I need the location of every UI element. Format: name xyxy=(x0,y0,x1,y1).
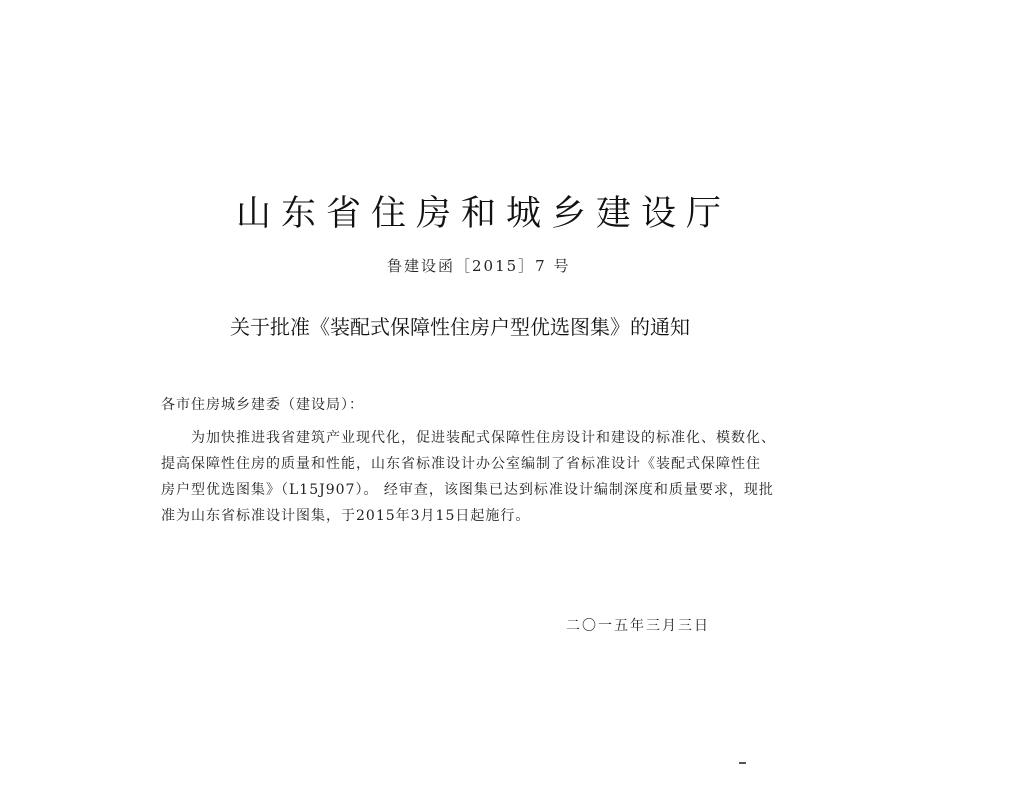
body-line: 准为山东省标准设计图集，于2015年3月15日起施行。 xyxy=(161,508,531,524)
body-line: 房户型优选图集》（L15J907）。 经审查，该图集已达到标准设计编制深度和质量要求，现批 xyxy=(161,482,774,498)
issuer-heading: 山东省住房和城乡建设厅 xyxy=(236,194,732,234)
document-number: 鲁建设函［2015］7 号 xyxy=(387,257,571,275)
notice-title: 关于批准《装配式保障性住房户型优选图集》的通知 xyxy=(230,315,690,339)
issue-date: 二〇一五年三月三日 xyxy=(566,618,710,634)
scan-speck xyxy=(739,762,746,764)
body-line: 提高保障性住房的质量和性能，山东省标准设计办公室编制了省标准设计《装配式保障性住 xyxy=(161,456,761,472)
salutation: 各市住房城乡建委（建设局）： xyxy=(161,397,364,413)
notice-body xyxy=(161,425,801,529)
body-line: 为加快推进我省建筑产业现代化，促进装配式保障性住房设计和建设的标准化、模数化、 xyxy=(191,430,776,446)
